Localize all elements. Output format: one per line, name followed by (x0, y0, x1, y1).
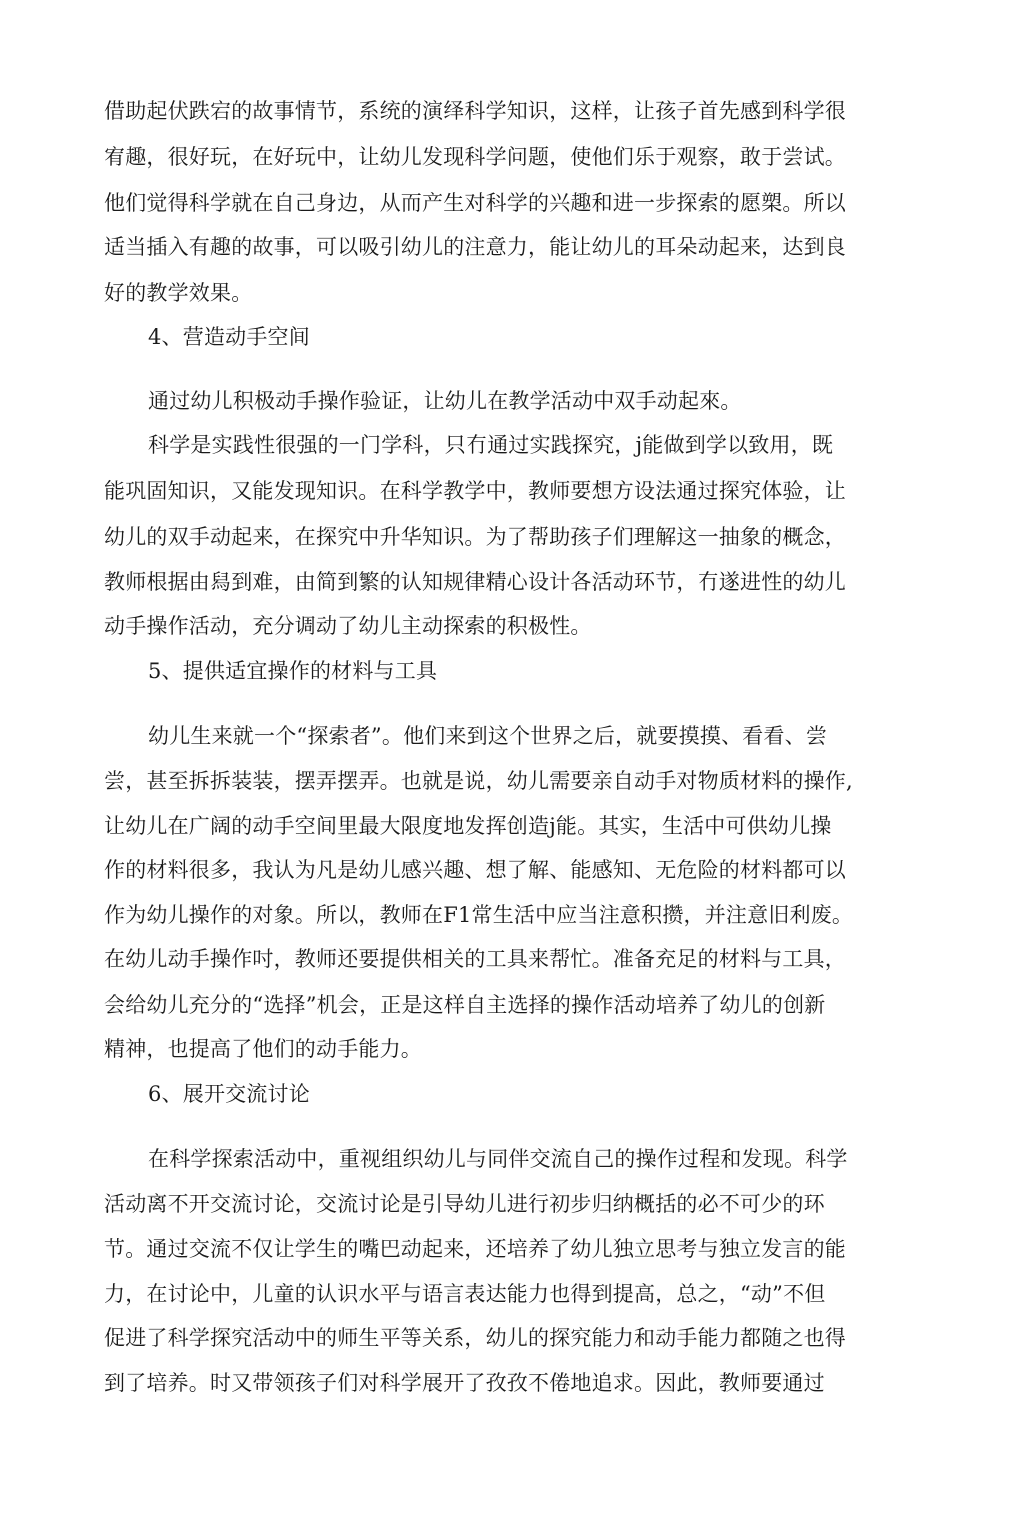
body-text-line: 好的教学效果。 (104, 281, 253, 305)
body-text-line: 作为幼儿操作的对象。所以，教师在F1常生活中应当注意积攒，并注意旧利废。 (104, 903, 854, 927)
body-text-line: 会给幼儿充分的“选择”机会，正是这样自主选择的操作活动培养了幼儿的创新 (104, 993, 826, 1017)
section-heading: 6、展开交流讨论 (148, 1082, 310, 1106)
body-text-line: 适当插入有趣的故事，可以吸引幼儿的注意力，能让幼儿的耳朵动起来，达到良 (104, 235, 846, 259)
body-text-line: 通过幼儿积极动手操作验证，让幼儿在教学活动中双手动起來。 (148, 389, 742, 413)
body-text-line: 幼儿生来就一个“探索者”。他们来到这个世界之后，就要摸摸、看看、尝 (148, 724, 828, 748)
body-text-line: 宥趣，很好玩，在好玩中，让幼儿发现科学问题，使他们乐于观察，敢于尝试。 (104, 145, 846, 169)
section-heading: 4、营造动手空间 (148, 325, 310, 349)
body-text-line: 力，在讨论中，儿童的认识水平与语言表达能力也得到提高，总之，“动”不但 (104, 1282, 826, 1306)
body-text-line: 动手操作活动，充分调动了幼儿主动探索的积极性。 (104, 614, 592, 638)
body-text-line: 活动离不开交流讨论，交流讨论是引导幼儿进行初步归纳概括的必不可少的环 (104, 1192, 825, 1216)
section-heading: 5、提供适宜操作的材料与工具 (148, 659, 438, 683)
body-text-line: 幼儿的双手动起来，在探究中升华知识。为了帮助孩子们理解这一抽象的概念， (104, 525, 846, 549)
body-text-line: 他们觉得科学就在自己身边，从而产生对科学的兴趣和进一步探索的愿槊。所以 (104, 191, 846, 215)
body-text-line: 尝，甚至拆拆装装，摆弄摆弄。也就是说，幼儿需要亲自动手对物质材料的操作, (104, 769, 853, 793)
body-text-line: 教师根据由舄到难，由简到繁的认知规律精心设计各活动环节，冇遂进性的幼儿 (104, 570, 846, 594)
body-text-line: 让幼儿在广阔的动手空间里最大限度地发挥创造j能。其实，生活中可供幼儿操 (104, 814, 832, 838)
body-text-line: 精神，也提高了他们的动手能力。 (104, 1037, 422, 1061)
body-text-line: 在科学探索活动中，重视组织幼儿与同伴交流自己的操作过程和发现。科学 (148, 1147, 848, 1171)
body-text-line: 能巩固知识，又能发现知识。在科学教学中，教师要想方设法通过探究体验，让 (104, 479, 846, 503)
body-text-line: 借助起伏跌宕的故事情节，系统的演绎科学知识，这样，让孩子首先感到科学很 (104, 99, 846, 123)
body-text-line: 节。通过交流不仅让学生的嘴巴动起来，还培养了幼儿独立思考与独立发言的能 (104, 1237, 846, 1261)
body-text-line: 科学是实践性很强的一门学科，只冇通过实践探究，j能做到学以致用，既 (148, 433, 834, 457)
body-text-line: 到了培养。时又带领孩子们对科学展开了孜孜不倦地追求。因此，教师要通过 (104, 1371, 825, 1395)
body-text-line: 作的材料很多，我认为凡是幼儿感兴趣、想了解、能感知、无危险的材料都可以 (104, 858, 846, 882)
body-text-line: 促进了科学探究活动中的师生平等关系，幼儿的探究能力和动手能力都随之也得 (104, 1326, 846, 1350)
body-text-line: 在幼儿动手操作吋，教师还要提供相关的工具来帮忙。准备充足的材料与工具， (104, 947, 846, 971)
